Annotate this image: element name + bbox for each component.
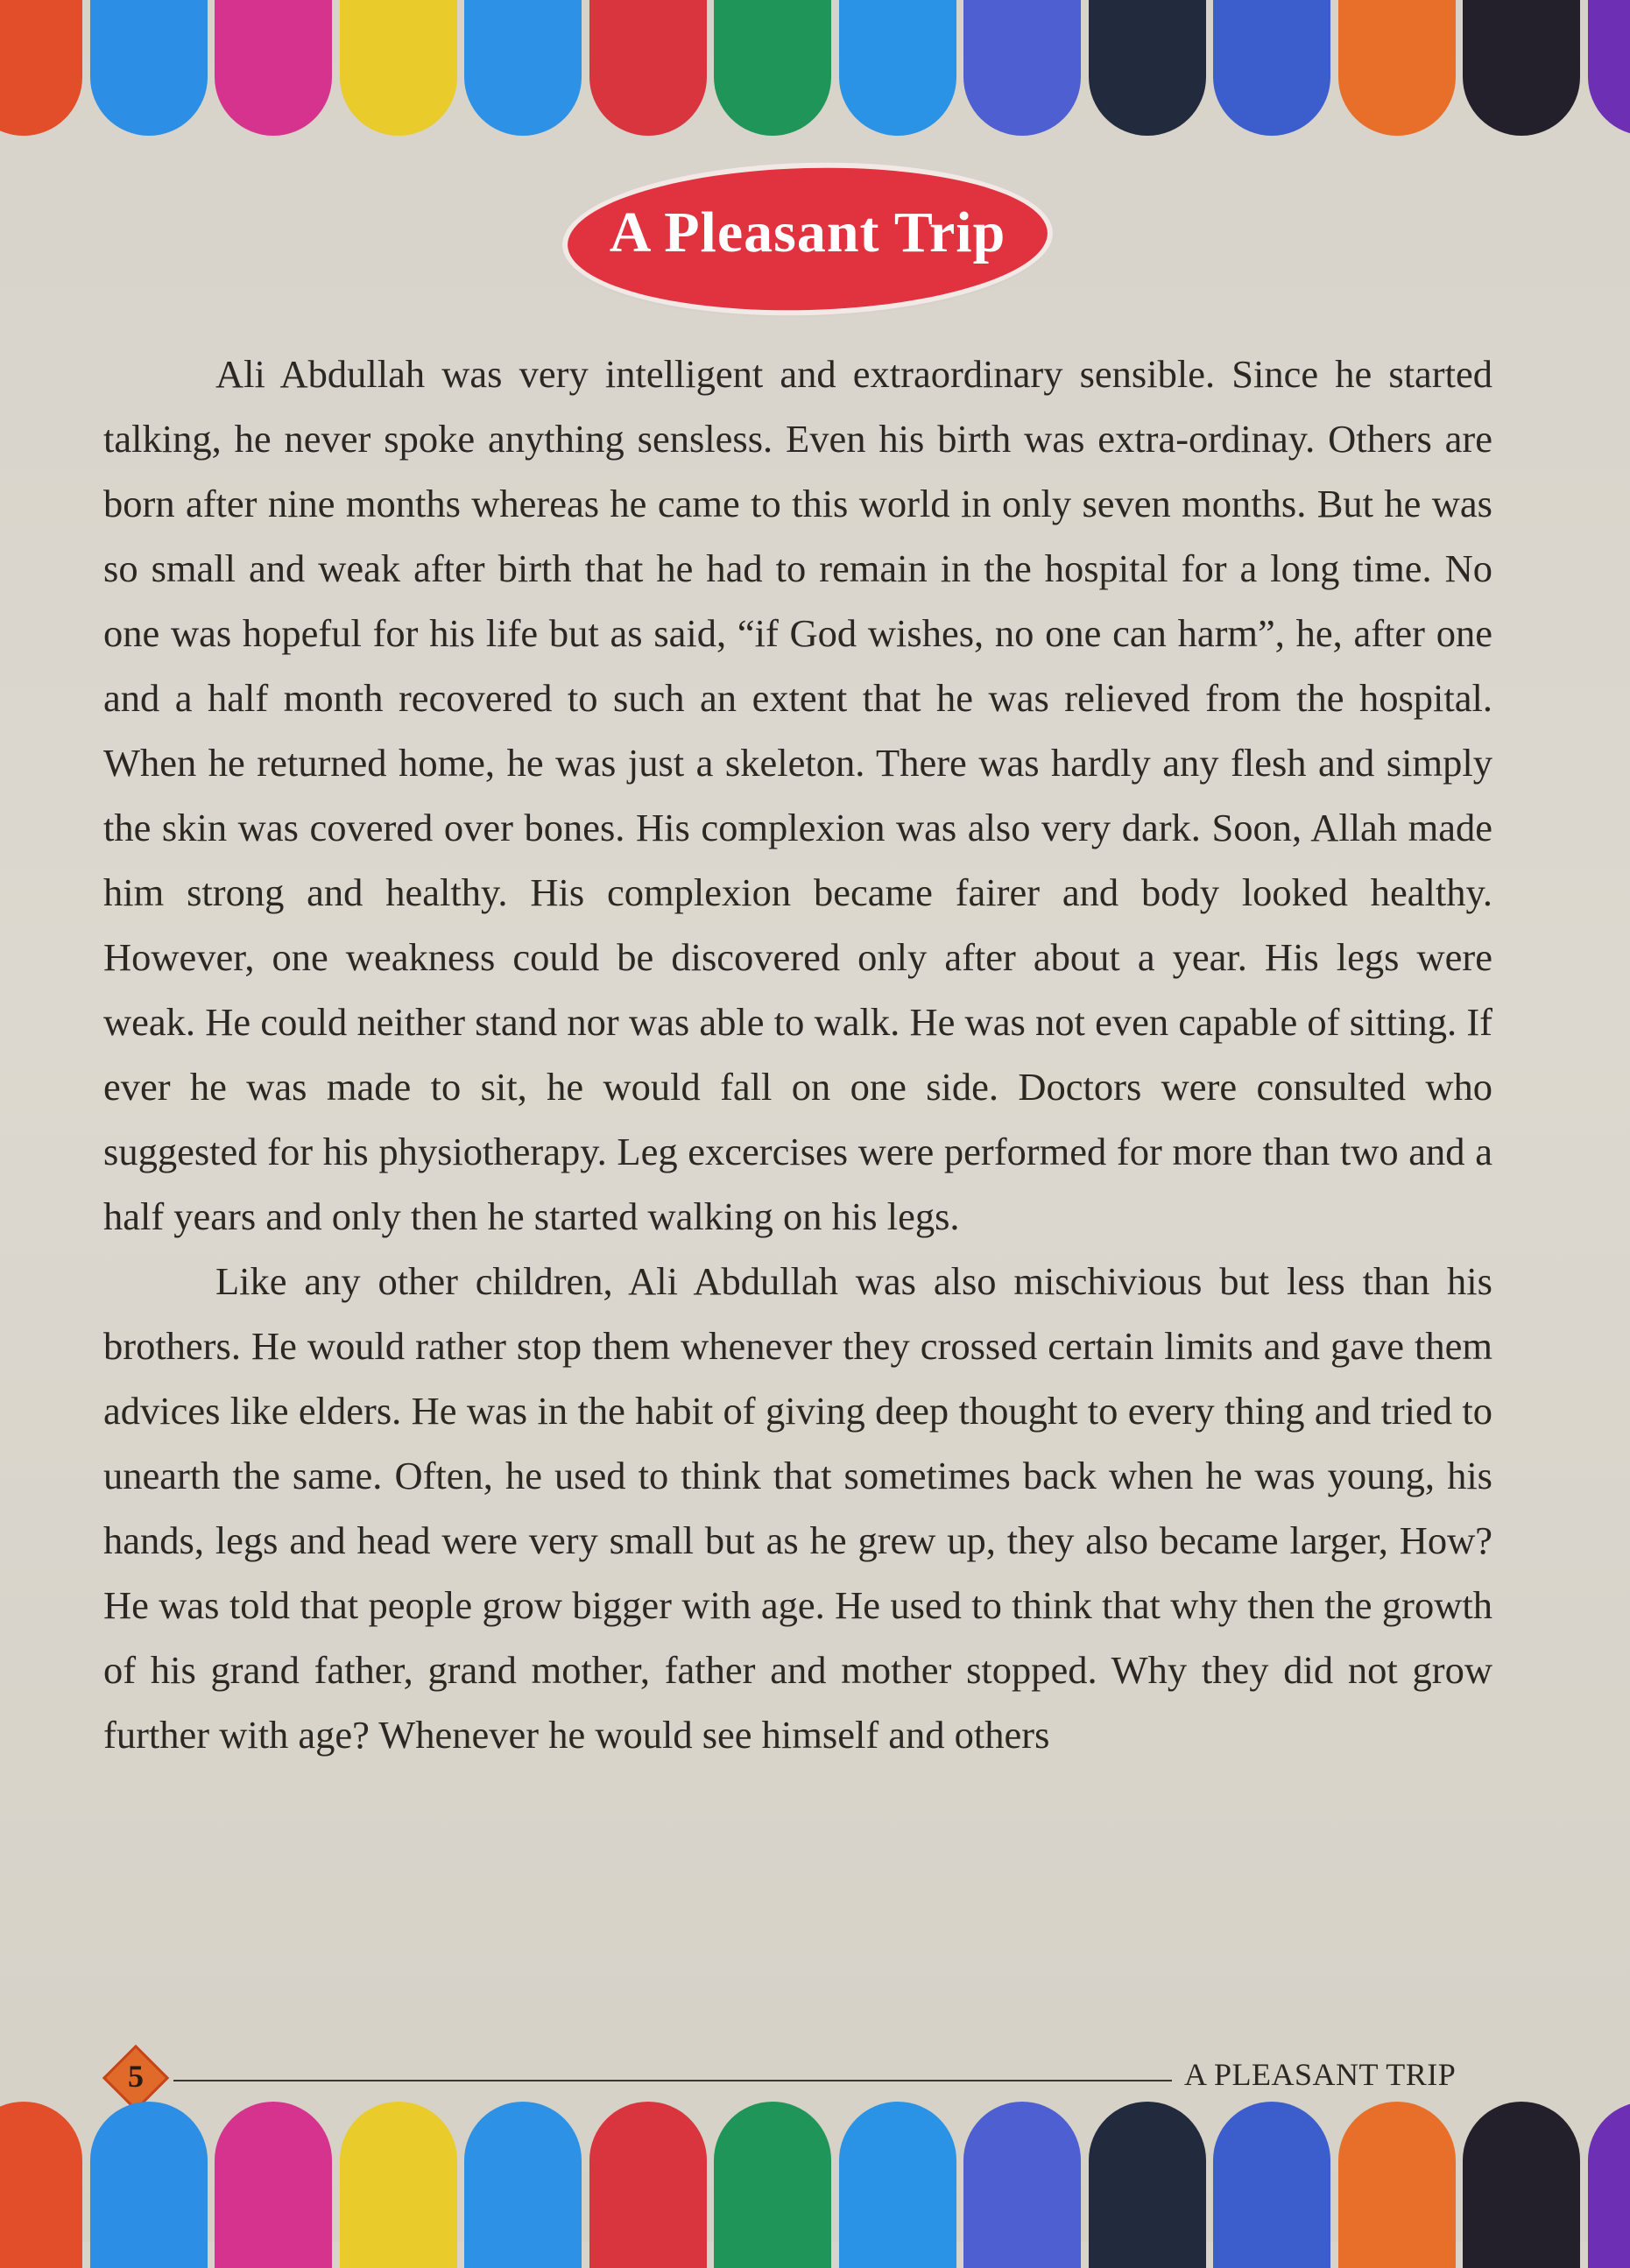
- page-title: A Pleasant Trip: [568, 200, 1048, 266]
- top-border-pill: [1463, 0, 1580, 136]
- bottom-border-pill: [464, 2102, 582, 2268]
- bottom-border-pill: [340, 2102, 457, 2268]
- top-border-pill: [1588, 0, 1630, 136]
- top-border-pill: [963, 0, 1081, 136]
- top-border-pill: [589, 0, 707, 136]
- top-border-pill: [714, 0, 831, 136]
- bottom-border-pill: [1089, 2102, 1206, 2268]
- page-number: 5: [105, 2058, 166, 2095]
- bottom-border-pill: [1213, 2102, 1330, 2268]
- bottom-border-pill: [1338, 2102, 1456, 2268]
- top-border-pill: [0, 0, 82, 136]
- bottom-border-pill: [963, 2102, 1081, 2268]
- top-border-pill: [839, 0, 956, 136]
- bottom-border-pill: [589, 2102, 707, 2268]
- bottom-border-pill: [714, 2102, 831, 2268]
- bottom-border-pill: [1463, 2102, 1580, 2268]
- top-border-pill: [464, 0, 582, 136]
- story-text: [103, 342, 1492, 1767]
- page-footer: [98, 2049, 1499, 2102]
- paragraph-2: Like any other children, Ali Abdullah was also mischivious but less than his brothers. He would rather stop them whenever they crossed certain limits and gave them advices like elders. He was in the habit of giving deep thought to every thing and tried to unearth the same. Often, he used to think that sometimes back when he was young, his hands, legs and head were very small but as he grew up, they also became larger, How? He was told that people grow bigger with age. He used to think that why then the growth of his grand father, grand mother, father and mother stopped. Why they did not grow further with age? Whenever he would see himself and others: [103, 1249, 1492, 1767]
- top-border-pill: [90, 0, 208, 136]
- top-border-pill: [1089, 0, 1206, 136]
- top-border-pill: [1213, 0, 1330, 136]
- footer-rule: [173, 2080, 1172, 2081]
- bottom-border-pill: [839, 2102, 956, 2268]
- top-decorative-border: [0, 0, 1630, 136]
- bottom-border-pill: [0, 2102, 82, 2268]
- bottom-border-pill: [90, 2102, 208, 2268]
- bottom-border-pill: [215, 2102, 332, 2268]
- top-border-pill: [340, 0, 457, 136]
- bottom-border-pill: [1588, 2102, 1630, 2268]
- running-title: A PLEASANT TRIP: [1184, 2056, 1456, 2093]
- top-border-pill: [1338, 0, 1456, 136]
- paragraph-1: Ali Abdullah was very intelligent and extraordinary sensible. Since he started talking, he never spoke anything sensless. Even his birth was extra-ordinay. Others are born after nine months whereas he came to this world in only seven months. But he was so small and weak after birth that he had to remain in the hospital for a long time. No one was hopeful for his life but as said, “if God wishes, no one can harm”, he, after one and a half month recovered to such an extent that he was relieved from the hospital. When he returned home, he was just a skeleton. There was hardly any flesh and simply the skin was covered over bones. His complexion was also very dark. Soon, Allah made him strong and healthy. His complexion became fairer and body looked healthy. However, one weakness could be discovered only after about a year. His legs were weak. He could neither stand nor was able to walk. He was not even capable of sitting. If ever he was made to sit, he would fall on one side. Doctors were consulted who suggested for his physiotherapy. Leg excercises were performed for more than two and a half years and only then he started walking on his legs.: [103, 342, 1492, 1249]
- top-border-pill: [215, 0, 332, 136]
- bottom-decorative-border: [0, 2102, 1630, 2259]
